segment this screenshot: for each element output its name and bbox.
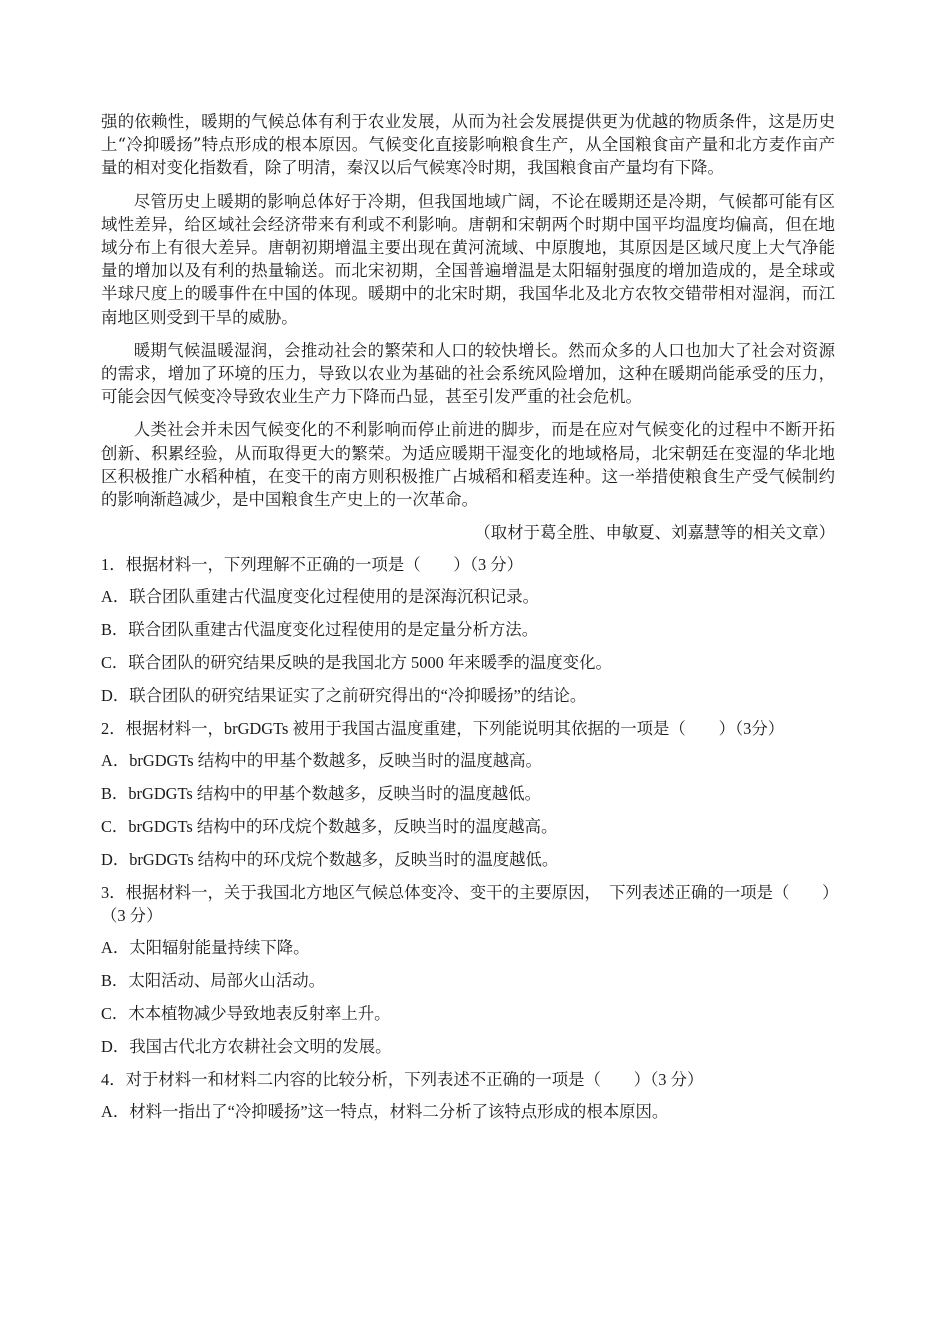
question-stem: 3．根据材料一，关于我国北方地区气候总体变冷、变干的主要原因， 下列表述正确的一项是（ ）（3 分）: [101, 883, 831, 926]
document-page: [101, 110, 835, 1133]
article-paragraph: 暖期气候温暖湿润，会推动社会的繁荣和人口的较快增长。然而众多的人口也加大了社会对资源的需求，增加了环境的压力，导致以农业为基础的社会系统风险增加，这种在暖期尚能承受的压力，可能会因气候变冷导致农业生产力下降而凸显，甚至引发严重的社会危机。: [101, 340, 835, 407]
option-a: A．材料一指出了“冷抑暖扬”这一特点，材料二分析了该特点形成的根本原因。: [101, 1102, 669, 1122]
option-c: C．联合团队的研究结果反映的是我国北方 5000 年来暖季的温度变化。: [101, 653, 612, 673]
article-paragraph: 强的依赖性，暖期的气候总体有利于农业发展，从而为社会发展提供更为优越的物质条件，这是历史上“冷抑暖扬”特点形成的根本原因。气候变化直接影响粮食生产，从全国粮食亩产量和北方麦作亩产量的相对变化指数看，除了明清，秦汉以后气候寒冷时期，我国粮食亩产量均有下降。: [101, 112, 835, 178]
question-stem: 1．根据材料一，下列理解不正确的一项是（ ）（3 分）: [101, 555, 524, 575]
question-1: [101, 553, 835, 707]
option-b: B．brGDGTs 结构中的甲基个数越多，反映当时的温度越低。: [101, 784, 542, 804]
article-paragraph: 人类社会并未因气候变化的不利影响而停止前进的脚步，而是在应对气候变化的过程中不断开拓创新、积累经验，从而取得更大的繁荣。为适应暖期干湿变化的地域格局，北宋朝廷在变湿的华北地区积极推广水稻种植，在变干的南方则积极推广占城稻和稻麦连种。这一举措使粮食生产受气候制约的影响渐趋减少，是中国粮食生产史上的一次革命。: [101, 420, 835, 510]
option-d: D．我国古代北方农耕社会文明的发展。: [101, 1037, 392, 1057]
option-d: D．联合团队的研究结果证实了之前研究得出的“冷抑暖扬”的结论。: [101, 686, 587, 706]
option-b: B．太阳活动、局部火山活动。: [101, 971, 326, 991]
option-b: B．联合团队重建古代温度变化过程使用的是定量分析方法。: [101, 620, 539, 640]
article-paragraph: 尽管历史上暖期的影响总体好于冷期，但我国地域广阔，不论在暖期还是冷期，气候都可能有区域性差异，给区域社会经济带来有利或不利影响。唐朝和宋朝两个时期中国平均温度均偏高，但在地域分布上有很大差异。唐朝初期增温主要出现在黄河流域、中原腹地，其原因是区域尺度上大气净能量的增加以及有利的热量输送。而北宋初期，全国普遍增温是太阳辐射强度的增加造成的，是全球或半球尺度上的暖事件在中国的体现。暖期中的北宋时期，我国华北及北方农牧交错带相对湿润，而江南地区则受到干旱的威胁。: [101, 191, 835, 327]
question-stem: 2．根据材料一，brGDGTs 被用于我国古温度重建，下列能说明其依据的一项是（ ）（3分）: [101, 719, 785, 739]
option-c: C．brGDGTs 结构中的环戊烷个数越多，反映当时的温度越高。: [101, 817, 558, 837]
question-2: [101, 717, 835, 871]
question-4: [101, 1068, 835, 1123]
option-a: A．联合团队重建古代温度变化过程使用的是深海沉积记录。: [101, 587, 539, 607]
question-3: [101, 881, 835, 1058]
question-stem: 4．对于材料一和材料二内容的比较分析，下列表述不正确的一项是（ ）（3 分）: [101, 1070, 704, 1090]
option-d: D．brGDGTs 结构中的环戊烷个数越多，反映当时的温度越低。: [101, 850, 559, 870]
source-citation: （取材于葛全胜、申敏夏、刘嘉慧等的相关文章）: [474, 523, 835, 543]
option-a: A．brGDGTs 结构中的甲基个数越多，反映当时的温度越高。: [101, 751, 542, 771]
option-c: C．木本植物减少导致地表反射率上升。: [101, 1004, 391, 1024]
option-a: A．太阳辐射能量持续下降。: [101, 938, 310, 958]
